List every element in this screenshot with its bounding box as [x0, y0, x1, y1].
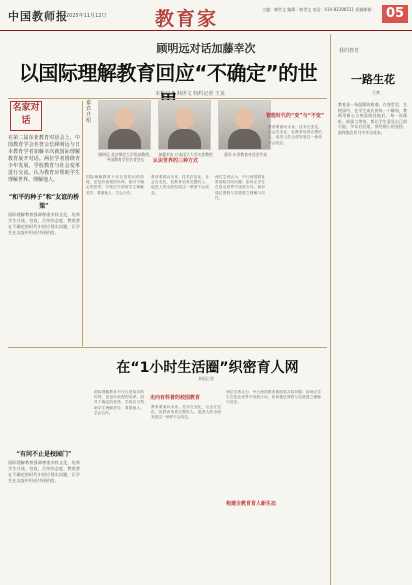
community-education-headline: 在“1小时生活圈”织密育人网: [116, 360, 299, 376]
opinion-author: 王欢: [372, 90, 380, 95]
page-number: 05: [382, 5, 408, 23]
main-article-byline: 本报记者 韩世文 特约记者 王龙: [155, 91, 225, 97]
world-understanding-section-heading: 认识世界的三种方式: [153, 158, 199, 164]
newspaper-masthead: [0, 0, 412, 31]
guest-portrait-right: [218, 100, 271, 150]
article-body-column-3: 两位学者认为，中日两国教育都面临共同问题：如何让学生在复杂世界中找到方向，如何通过课程与实践建立理解与信任。: [215, 175, 265, 200]
editor-contact: 主编：韩世文 编辑：韩世文 电话：010-82296511 投稿邮箱：: [262, 7, 376, 12]
right-opinion-rail: [330, 34, 412, 585]
friendship-body: 国际理解教育强调尊重多样文化，培养学生开放、包容、合作的态度。教育要在不确定的时代中回应现实问题，让学生在交流中形成共同价值。: [8, 212, 80, 235]
school-gate-body: 国际理解教育强调尊重多样文化，培养学生开放、包容、合作的态度。教育要在不确定的时代中回应现实问题，让学生在交流中形成共同价值。: [8, 460, 80, 483]
publication-date: 2025年11月12日: [66, 13, 107, 19]
guest-photo-card-right: [218, 100, 273, 157]
opinion-headline: 一路生花: [351, 73, 395, 86]
dialogue-badge: 名家对话: [10, 101, 42, 131]
left-dialogue-column: [8, 101, 80, 571]
guest-photo-card-left: [98, 100, 153, 162]
article-body-column-1: 国际理解教育不仅仅是知识的传授，更是价值观的培养。面对不确定的世界，学校应当帮助学生理解差异、尊重他人、学会合作。: [86, 175, 144, 195]
guest-caption-right: 嘉宾 东亚教育对话会代表: [224, 152, 267, 157]
left-column-divider: [82, 101, 83, 346]
main-article-headline: 以国际理解教育回应“不确定”的世: [18, 61, 318, 85]
school-gate-headline: “有问不止是校园门”: [16, 451, 72, 458]
guest-photo-card-middle: [158, 100, 213, 157]
ai-era-section-heading: 智能时代的“变”与“不变”: [266, 113, 325, 119]
newspaper-name: 中国教师报: [8, 10, 68, 23]
community-body-column-1: 国际理解教育不仅仅是知识的传授，更是价值观的培养。面对不确定的世界，学校应当帮助学生理解差异、尊重他人、学会合作。: [94, 390, 144, 415]
main-article-kicker: 顾明远对话加藤幸次: [156, 42, 256, 55]
article-body-column-2: 教育要面向未来。技术在变化，社会在变化，但教育培养完整的人、促进人的全面发展这一使命不会改变。: [151, 175, 209, 195]
guest-caption-middle: 加藤幸次 日本国立大学名誉教授: [158, 152, 213, 157]
science-campus-section-heading: 走向有科普的校园教育: [150, 395, 201, 401]
my-education-label: 我的教育: [339, 48, 360, 54]
opinion-body: 教育是一场温暖的相遇。在课堂里，在校园中，在学生成长的每一个瞬间，教师用耐心与热爱陪伴他们。每一次倾听、鼓励与等待，都让学生看见自己的可能。多年后回望，那些细小的坚持，最终都在岁月中开出花来。: [338, 102, 407, 135]
headline-divider: [8, 98, 327, 99]
page-section-title: 教育家: [155, 8, 219, 30]
guest-portrait-middle: [158, 100, 211, 150]
community-body-column-3: 两位学者认为，中日两国教育都面临共同问题：如何让学生在复杂世界中找到方向，如何通过课程与实践建立理解与信任。: [226, 390, 321, 405]
community-body-column-2: 教育要面向未来。技术在变化，社会在变化，但教育培养完整的人、促进人的全面发展这一使命不会改变。: [151, 405, 221, 420]
guest-caption-left: 顾明远 北京师范大学资深教授、中国教育学会名誉会长: [98, 152, 153, 162]
school-gate-article: [8, 441, 80, 484]
education-ecology-section-heading: 构建全教育育人新生态: [226, 501, 277, 507]
article-body-column-4: 教育要面向未来。技术在变化，社会在变化，但教育培养完整的人、促进人的全面发展这一使命不会改变。: [268, 125, 322, 145]
guest-introduction-label: 嘉宾介绍: [86, 100, 92, 124]
guest-portrait-left: [98, 100, 151, 150]
community-education-byline: 本报记者: [198, 376, 214, 381]
friendship-subhead: “和平的种子”和“友谊的桥梁”: [8, 194, 80, 210]
dialogue-introduction: 在第二届东亚教育对话会上，中国教育学会名誉会长顾明远与日本教育学者加藤幸次就国际理解教育展开对话。两位学者围绕青少年发展、学校教育与社会变革进行交流，认为教育应帮助学生理解世界、理解他人。: [8, 135, 80, 183]
